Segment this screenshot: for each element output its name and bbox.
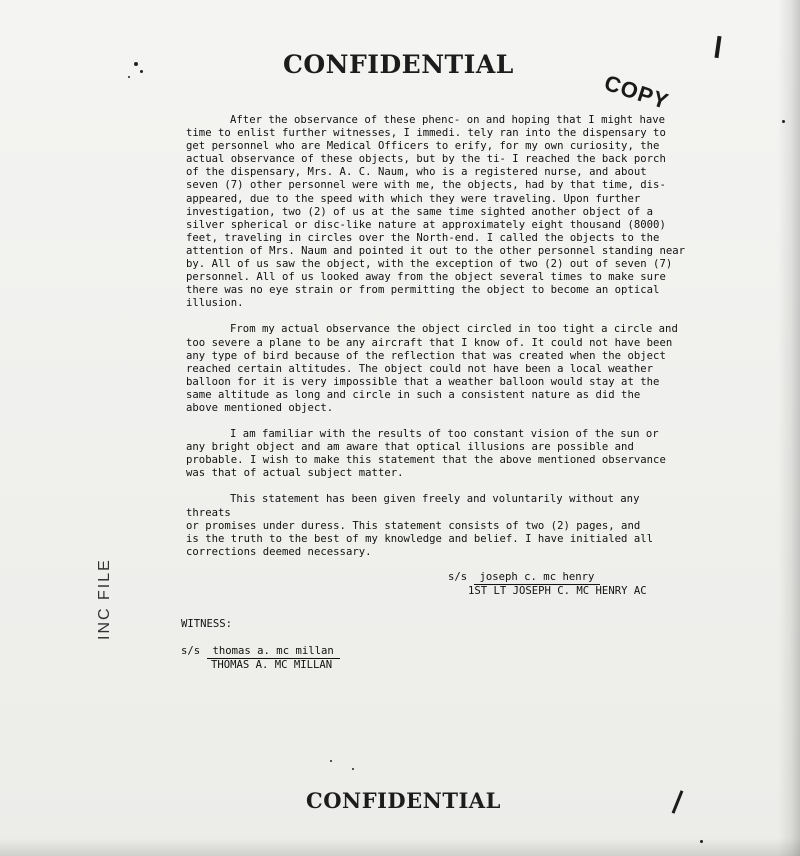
confidential-stamp-bottom: CONFIDENTIAL [306,788,501,813]
scan-mark [714,36,721,58]
inc-file-margin-stamp: INC FILE [96,558,113,640]
scan-speck [128,76,130,78]
scan-edge-shadow [778,0,800,856]
scan-bottom-shadow [0,838,800,856]
witness-signed-name: thomas a. mc millan [207,645,340,659]
scan-speck [140,70,143,73]
signature-typed-name: 1ST LT JOSEPH C. MC HENRY AC [468,585,647,597]
copy-stamp: COPY [601,70,673,115]
signature-prefix: s/s [448,571,468,583]
scan-speck [782,120,785,123]
witness-signature-prefix: s/s [181,645,201,657]
scan-speck [352,768,354,770]
scan-speck [330,760,332,762]
witness-typed-name: THOMAS A. MC MILLAN [211,659,333,671]
signature-signed-name: joseph c. mc henry [474,571,601,585]
signature-block [448,571,647,598]
witness-signature-block [181,645,340,672]
paragraph-1: After the observance of these phenc- on and hoping that I might have time to enlist further witnesses, I immedi. tely ran into the dispensary to get personnel who are Medical Officers to erify, for my own curiosity, the actual observance of these objects, but by the ti- I reached the back porch of the dispensary, Mrs. A. C. Naum, who is a registered nurse, and about seven (7) other personnel were with me, the objects, had by that time, dis- appeared, due to the speed with which they were traveling. Upon further investigation, two (2) of us at the same time sighted another object of a silver spherical or disc-like nature at approximately eight thousand (8000) feet, traveling in circles over the North-end. I called the objects to the attention of Mrs. Naum and pointed it out to the other personnel standing near by. All of us saw the object, with the exception of two (2) out of seven (7) personnel. All of us looked away from the object several times to make sure there was no eye strain or from permitting the object to become an optical illusion. [186,114,686,310]
paragraph-3: I am familiar with the results of too constant vision of the sun or any bright object and am aware that optical illusions are possible and probable. I wish to make this statement that the above mentioned observance was that of actual subject matter. [186,428,666,480]
scan-mark [672,790,684,813]
statement-body [186,114,686,572]
paragraph-2: From my actual observance the object circled in too tight a circle and too severe a plane to be any aircraft that I know of. It could not have been any type of bird because of the reflection that was created when the object reached certain altitudes. The object could not have been a local weather balloon for it is very impossible that a weather balloon would stay at the same altitude as long and circle in such a consistent nature as did the above mentioned object. [186,323,678,414]
paragraph-4: This statement has been given freely and voluntarily without any threats or promises under duress. This statement consists of two (2) pages, and is the truth to the best of my knowledge and belief. I have initialed all corrections deemed necessary. [186,493,654,558]
scan-speck [134,62,138,66]
scan-speck [700,840,703,843]
confidential-stamp-top: CONFIDENTIAL [283,50,514,79]
witness-label: WITNESS: [181,618,233,630]
